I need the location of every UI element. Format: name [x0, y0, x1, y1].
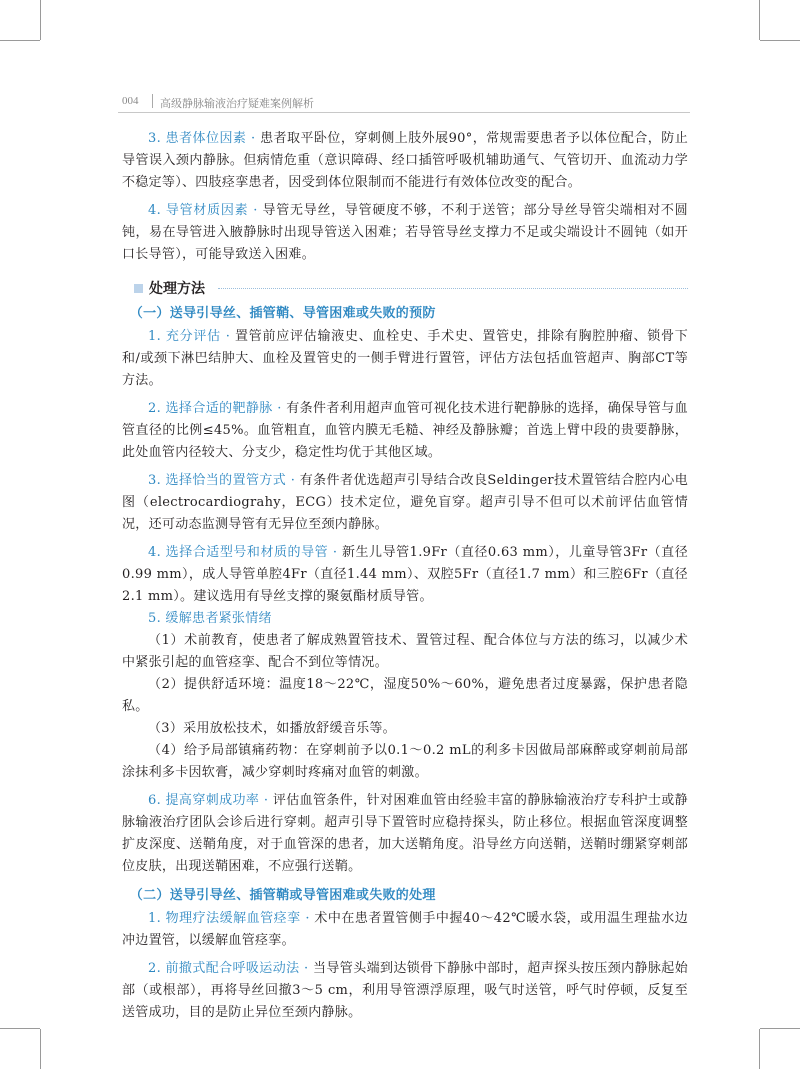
item-text: （3）采用放松技术，如播放舒缓音乐等。 — [148, 721, 396, 736]
item-text: 有条件者利用超声血管可视化技术进行靶静脉的选择，确保导管与血管直径的比例≤45%。血管粗直，血管内膜无毛糙、神经及静脉瓣；首选上臂中段的贵要静脉，此处血管内径较大、分支少，稳定性均优于其他区域。 — [122, 401, 688, 460]
item-lead: 3. 患者体位因素 — [148, 131, 247, 146]
item-text: （2）提供舒适环境：温度18～22℃，湿度50%～60%，避免患者过度暴露，保护患者隐私。 — [122, 677, 688, 714]
item-text: 导管无导丝，导管硬度不够，不利于送管；部分导丝导管尖端相对不圆钝，易在导管进入腋静脉时出现导管送入困难；若导管导丝支撑力不足或尖端设计不圆钝（如开口长导管），可能导致送入困难。 — [122, 203, 688, 262]
running-header — [118, 92, 690, 114]
paragraph — [122, 674, 688, 718]
paragraph — [122, 608, 688, 630]
item-lead: 1. 充分评估 — [148, 329, 221, 344]
section-dotted-rule — [218, 288, 688, 289]
crop-mark — [0, 1028, 40, 1029]
paragraph: 1. 充分评估 · 置管前应评估输液史、血栓史、手术史、置管史，排除有胸腔肿瘤、锁骨下和/或颈下淋巴结肿大、血栓及置管史的一侧手臂进行置管，评估方法包括血管超声、胸部CT等方法。 — [122, 329, 688, 388]
paragraph: 1. 物理疗法缓解血管痉挛 · 术中在患者置管侧手中握40～42℃暖水袋，或用温生理盐水边冲边置管，以缓解血管痉挛。 — [122, 911, 688, 948]
crop-mark — [0, 40, 40, 41]
subsection-heading: （二）送导引导丝、插管鞘或导管困难或失败的处理 — [129, 888, 436, 903]
item-lead: 5. 缓解患者紧张情绪 — [148, 611, 272, 626]
item-lead: 2. 前撤式配合呼吸运动法 — [148, 961, 300, 976]
header-rule — [118, 112, 690, 113]
item-text: 新生儿导管1.9Fr（直径0.63 mm），儿童导管3Fr（直径0.99 mm），成人导管单腔4Fr（直径1.44 mm）、双腔5Fr（直径1.7 mm）和三腔6Fr（直径2.1 mm）。建议选用有导丝支撑的聚氨酯材质导管。 — [122, 545, 689, 604]
crop-mark — [760, 40, 800, 41]
item-lead: 6. 提高穿刺成功率 — [148, 793, 260, 808]
crop-mark — [760, 1028, 800, 1029]
item-text: 有条件者优选超声引导结合改良Seldinger技术置管结合腔内心电图（electrocardiograhy，ECG）技术定位，避免盲穿。超声引导不但可以术前评估血管情况，还可动态监测导管有无异位至颈内静脉。 — [122, 473, 689, 532]
header-divider — [152, 94, 153, 108]
item-lead: 4. 选择合适型号和材质的导管 — [148, 545, 329, 560]
paragraph: 4. 导管材质因素 · 导管无导丝，导管硬度不够，不利于送管；部分导丝导管尖端相对不圆钝，易在导管进入腋静脉时出现导管送入困难；若导管导丝支撑力不足或尖端设计不圆钝（如开口长导管），可能导致送入困难。 — [122, 203, 688, 262]
section-title: 处理方法 — [149, 281, 205, 297]
item-text: 评估血管条件，针对困难血管由经验丰富的静脉输液治疗专科护士或静脉输液治疗团队会诊后进行穿刺。超声引导下置管时应稳持探头，防止移位。根据血管深度调整扩皮深度、送鞘角度，对于血管深的患者，加大送鞘角度。沿导丝方向送鞘，送鞘时绷紧穿刺部位皮肤，出现送鞘困难，不应强行送鞘。 — [122, 793, 688, 874]
section-heading — [122, 276, 688, 302]
page-content — [122, 128, 688, 1024]
item-text: 置管前应评估输液史、血栓史、手术史、置管史，排除有胸腔肿瘤、锁骨下和/或颈下淋巴结肿大、血栓及置管史的一侧手臂进行置管，评估方法包括血管超声、胸部CT等方法。 — [122, 329, 688, 388]
section-marker-icon — [134, 284, 143, 293]
paragraph: 6. 提高穿刺成功率 · 评估血管条件，针对困难血管由经验丰富的静脉输液治疗专科护士或静脉输液治疗团队会诊后进行穿刺。超声引导下置管时应稳持探头，防止移位。根据血管深度调整扩皮深度、送鞘角度，对于血管深的患者，加大送鞘角度。沿导丝方向送鞘，送鞘时绷紧穿刺部位皮肤，出现送鞘困难，不应强行送鞘。 — [122, 793, 688, 874]
item-text: （1）术前教育，使患者了解成熟置管技术、置管过程、配合体位与方法的练习，以减少术中紧张引起的血管痉挛、配合不到位等情况。 — [122, 633, 688, 670]
paragraph: 2. 前撤式配合呼吸运动法 · 当导管头端到达锁骨下静脉中部时，超声探头按压颈内静脉起始部（或根部），再将导丝回撤3～5 cm，利用导管漂浮原理，吸气时送管，呼气时停顿，反复至送管成功，目的是防止异位至颈内静脉。 — [122, 961, 688, 1020]
paragraph: 4. 选择合适型号和材质的导管 · 新生儿导管1.9Fr（直径0.63 mm），儿童导管3Fr（直径0.99 mm），成人导管单腔4Fr（直径1.44 mm）、双腔5Fr（直径1.7 mm）和三腔6Fr（直径2.1 mm）。建议选用有导丝支撑的聚氨酯材质导管。 — [122, 545, 689, 604]
paragraph: 2. 选择合适的靶静脉 · 有条件者利用超声血管可视化技术进行靶静脉的选择，确保导管与血管直径的比例≤45%。血管粗直，血管内膜无毛糙、神经及静脉瓣；首选上臂中段的贵要静脉，此处血管内径较大、分支少，稳定性均优于其他区域。 — [122, 401, 688, 460]
subsection-heading: （一）送导引导丝、插管鞘、导管困难或失败的预防 — [129, 306, 436, 321]
paragraph — [122, 718, 688, 740]
item-lead: 2. 选择合适的靶静脉 — [148, 401, 273, 416]
item-text: 患者取平卧位，穿刺侧上肢外展90°，常规需要患者予以体位配合，防止导管误入颈内静脉。但病情危重（意识障碍、经口插管呼吸机辅助通气、气管切开、血流动力学不稳定等）、四肢痉挛患者，因受到体位限制而不能进行有效体位改变的配合。 — [122, 131, 688, 190]
paragraph — [122, 740, 688, 784]
item-text: 术中在患者置管侧手中握40～42℃暖水袋，或用温生理盐水边冲边置管，以缓解血管痉挛。 — [122, 911, 688, 948]
item-text: （4）给予局部镇痛药物：在穿刺前予以0.1～0.2 mL的利多卡因做局部麻醉或穿刺前局部涂抹利多卡因软膏，减少穿刺时疼痛对血管的刺激。 — [122, 743, 688, 780]
page-number: 004 — [122, 95, 139, 107]
item-lead: 3. 选择恰当的置管方式 — [148, 473, 287, 488]
crop-mark — [759, 0, 760, 40]
crop-mark — [40, 1029, 41, 1069]
crop-mark — [759, 1029, 760, 1069]
item-lead: 1. 物理疗法缓解血管痉挛 — [148, 911, 301, 926]
paragraph: 3. 患者体位因素 · 患者取平卧位，穿刺侧上肢外展90°，常规需要患者予以体位配合，防止导管误入颈内静脉。但病情危重（意识障碍、经口插管呼吸机辅助通气、气管切开、血流动力学不稳定等）、四肢痉挛患者，因受到体位限制而不能进行有效体位改变的配合。 — [122, 131, 688, 190]
item-text: 当导管头端到达锁骨下静脉中部时，超声探头按压颈内静脉起始部（或根部），再将导丝回撤3～5 cm，利用导管漂浮原理，吸气时送管，呼气时停顿，反复至送管成功，目的是防止异位至颈内静脉。 — [122, 961, 688, 1020]
item-lead: 4. 导管材质因素 — [148, 203, 249, 218]
paragraph: 3. 选择恰当的置管方式 · 有条件者优选超声引导结合改良Seldinger技术置管结合腔内心电图（electrocardiograhy，ECG）技术定位，避免盲穿。超声引导不但可以术前评估血管情况，还可动态监测导管有无异位至颈内静脉。 — [122, 473, 689, 532]
crop-mark — [40, 0, 41, 40]
book-title: 高级静脉输液治疗疑难案例解析 — [160, 97, 314, 110]
paragraph — [122, 630, 688, 674]
